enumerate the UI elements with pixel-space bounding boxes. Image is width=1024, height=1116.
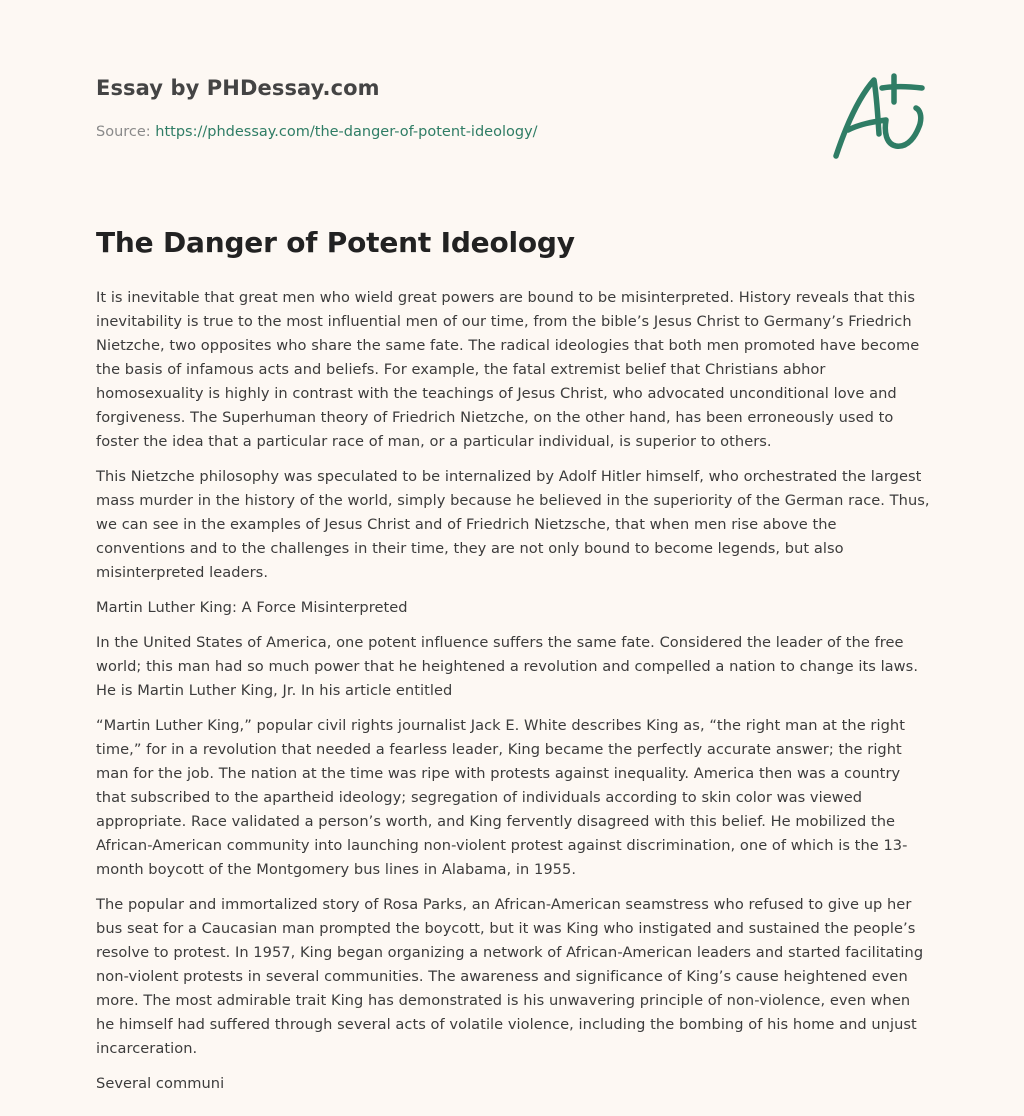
essay-body (96, 286, 930, 1107)
source-link[interactable]: https://phdessay.com/the-danger-of-potent-ideology/ (155, 124, 538, 140)
a-plus-logo-icon (828, 68, 928, 164)
essay-paragraph: This Nietzche philosophy was speculated to be internalized by Adolf Hitler himself, who orchestrated the largest mass murder in the history of the world, simply because he believed in the superiority of the German race. Thus, we can see in the examples of Jesus Christ and of Friedrich Nietzsche, that when men rise above the conventions and to the challenges in their time, they are not only bound to become legends, but also misinterpreted leaders. (96, 468, 930, 581)
essay-paragraph: The popular and immortalized story of Rosa Parks, an African-American seamstress who refused to give up her bus seat for a Caucasian man prompted the boycott, but it was King who instigated and sustained the people’s resolve to protest. In 1957, King began organizing a network of African-American leaders and started facilitating non-violent protests in several communities. The awareness and significance of King’s cause heightened even more. The most admirable trait King has demonstrated is his unwavering principle of non-violence, even when he himself had suffered through several acts of volatile violence, including the bombing of his home and unjust incarceration. (96, 896, 924, 1057)
essay-paragraph-truncated: Several communi (96, 1075, 225, 1092)
page-header (96, 74, 928, 184)
source-label: Source: (96, 124, 151, 140)
essay-subheading: Martin Luther King: A Force Misinterpreted (96, 599, 408, 616)
essay-title: The Danger of Potent Ideology (96, 226, 575, 259)
site-title: Essay by PHDessay.com (96, 76, 380, 100)
essay-paragraph: “Martin Luther King,” popular civil rights journalist Jack E. White describes King as, “the right man at the right time,” for in a revolution that needed a fearless leader, King became the perfectly accurate answer; the right man for the job. The nation at the time was ripe with protests against inequality. America then was a country that subscribed to the apartheid ideology; segregation of individuals according to skin color was viewed appropriate. Race validated a person’s worth, and King fervently disagreed with this belief. He mobilized the African-American community into launching non-violent protest against discrimination, one of which is the 13-month boycott of the Montgomery bus lines in Alabama, in 1955. (96, 717, 908, 878)
essay-paragraph: In the United States of America, one potent influence suffers the same fate. Considered the leader of the free world; this man had so much power that he heightened a revolution and compelled a nation to change its laws. He is Martin Luther King, Jr. In his article entitled (96, 634, 919, 699)
essay-paragraph: It is inevitable that great men who wield great powers are bound to be misinterpreted. History reveals that this inevitability is true to the most influential men of our time, from the bible’s Jesus Christ to Germany’s Friedrich Nietzche, two opposites who share the same fate. The radical ideologies that both men promoted have become the basis of infamous acts and beliefs. For example, the fatal extremist belief that Christians abhor homosexuality is highly in contrast with the teachings of Jesus Christ, who advocated unconditional love and forgiveness. The Superhuman theory of Friedrich Nietzche, on the other hand, has been erroneously used to foster the idea that a particular race of man, or a particular individual, is superior to others. (96, 289, 920, 450)
source-line (96, 124, 538, 140)
